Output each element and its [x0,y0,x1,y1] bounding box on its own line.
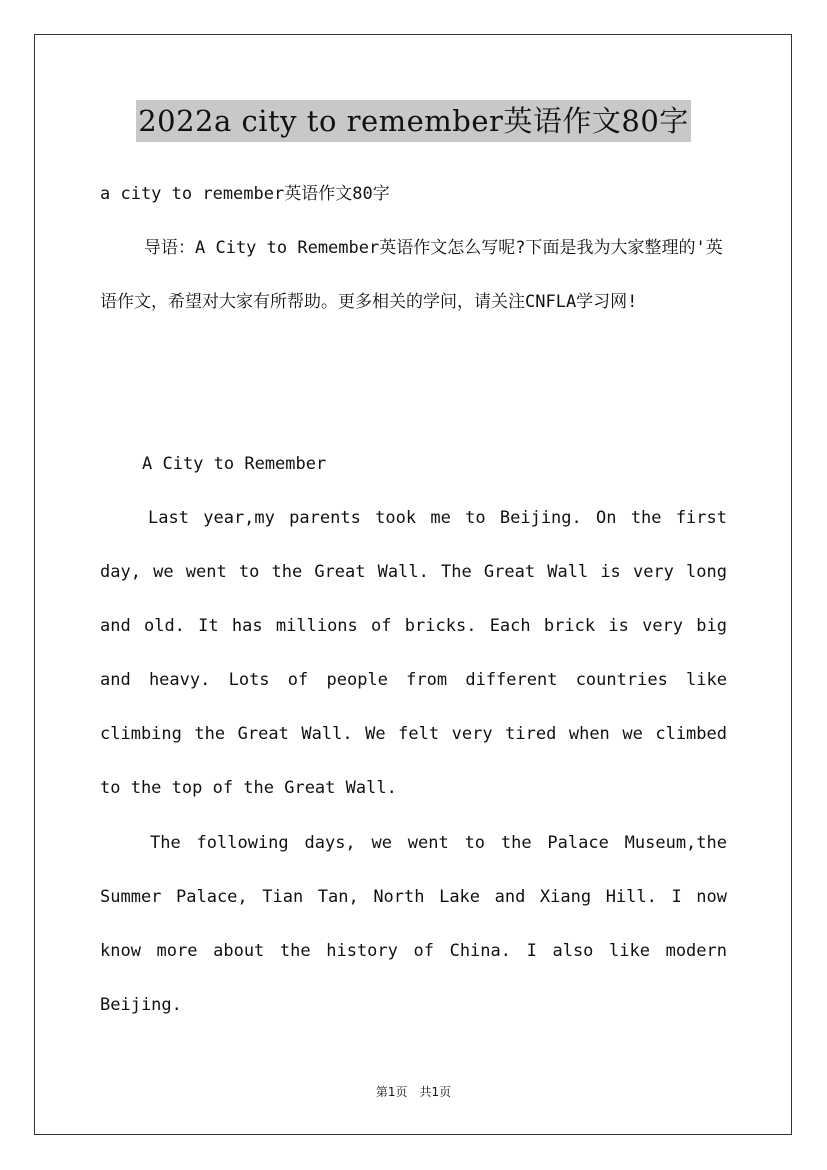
document-subtitle: a city to remember英语作文80字 [100,184,390,204]
page-footer [0,1082,827,1102]
document-title: 2022a city to remember英语作文80字 [136,100,691,142]
essay-title: A City to Remember [142,454,327,474]
title-container [0,100,827,142]
essay-paragraph-2: The following days, we went to the Palace Museum,the Summer Palace, Tian Tan, North Lake and Xiang Hill. I now know more about the history of China. I also like modern Beijing. [100,833,727,1015]
essay-paragraph-1: Last year,my parents took me to Beijing. On the first day, we went to the Great Wall. The Great Wall is very long and old. It has millions of bricks. Each brick is very big and heavy. Lots of people from different countries like climbing the Great Wall. We felt very tired when we climbed to the top of the Great Wall. [100,508,727,798]
page-total: 共1页 [419,1085,452,1099]
page-number: 第1页 [375,1085,408,1099]
intro-paragraph: 导语：A City to Remember英语作文怎么写呢?下面是我为大家整理的'英语作文，希望对大家有所帮助。更多相关的学问，请关注CNFLA学习网! [100,238,723,312]
